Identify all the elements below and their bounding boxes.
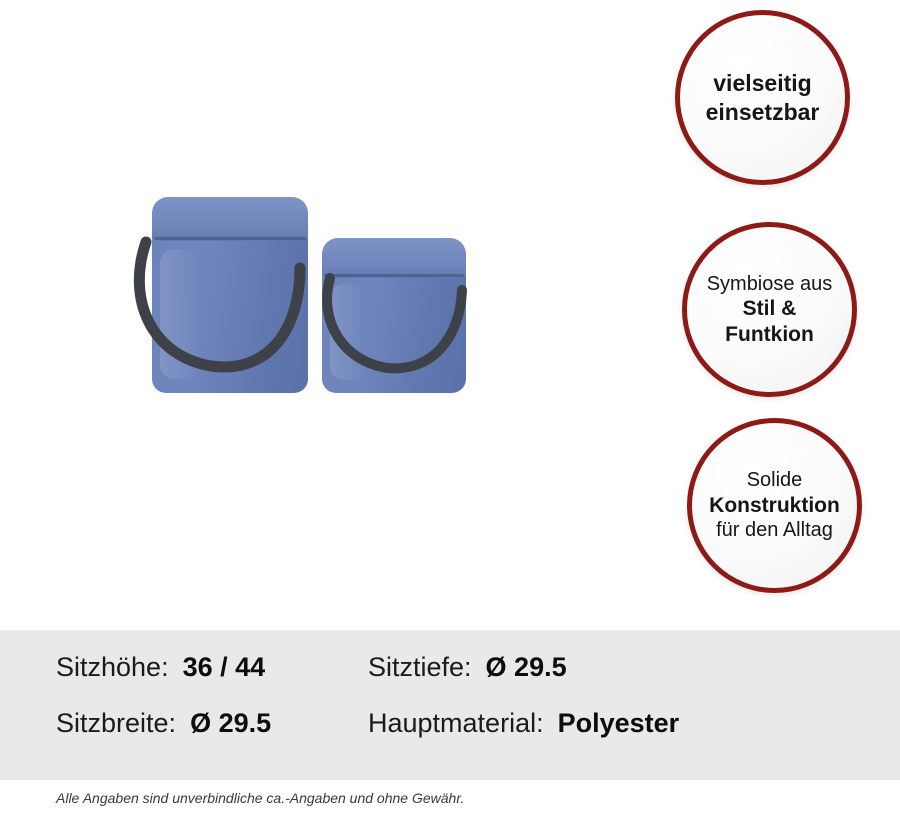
ottoman-small-lid — [322, 238, 466, 278]
spec-item-hauptmaterial — [368, 708, 679, 739]
badge-vielseitig — [675, 10, 850, 185]
specification-panel — [0, 630, 900, 780]
ottoman-large-lid-seam — [154, 237, 306, 240]
badge-solide — [687, 418, 862, 593]
spec-row — [56, 652, 856, 708]
badge-symbiose — [682, 222, 857, 397]
badge-vielseitig-line-1: vielseitig — [713, 70, 812, 97]
ottoman-large-highlight — [160, 249, 200, 379]
spec-value-sitzbreite: Ø 29.5 — [190, 708, 272, 738]
spec-label-sitzbreite: Sitzbreite: — [56, 708, 177, 738]
badge-solide-line-3: für den Alltag — [716, 519, 833, 542]
spec-value-sitzhoehe: 36 / 44 — [182, 652, 266, 682]
badge-solide-line-1: Solide — [746, 469, 803, 492]
spec-value-hauptmaterial: Polyester — [557, 708, 680, 738]
ottoman-large — [152, 197, 308, 393]
spec-item-sitzhoehe — [56, 652, 368, 683]
spec-label-sitzhoehe: Sitzhöhe: — [56, 652, 169, 682]
ottoman-small-lid-seam — [324, 274, 464, 277]
specification-table — [56, 652, 856, 764]
badge-solide-line-2: Konstruktion — [709, 493, 840, 517]
ottoman-small — [322, 238, 466, 393]
badge-symbiose-line-1: Symbiose aus — [706, 272, 833, 295]
spec-label-hauptmaterial: Hauptmaterial: — [368, 708, 544, 738]
spec-item-sitztiefe — [368, 652, 567, 683]
feature-badges — [660, 0, 900, 630]
spec-row — [56, 708, 856, 764]
ottoman-large-lid — [152, 197, 308, 241]
ottoman-small-highlight — [330, 284, 364, 380]
disclaimer-text: Alle Angaben sind unverbindliche ca.-Angaben und ohne Gewähr. — [56, 790, 465, 806]
spec-item-sitzbreite — [56, 708, 368, 739]
spec-value-sitztiefe: Ø 29.5 — [485, 652, 567, 682]
spec-label-sitztiefe: Sitztiefe: — [368, 652, 472, 682]
badge-vielseitig-line-2: einsetzbar — [705, 98, 820, 125]
badge-symbiose-line-2: Stil & Funtkion — [725, 297, 814, 346]
